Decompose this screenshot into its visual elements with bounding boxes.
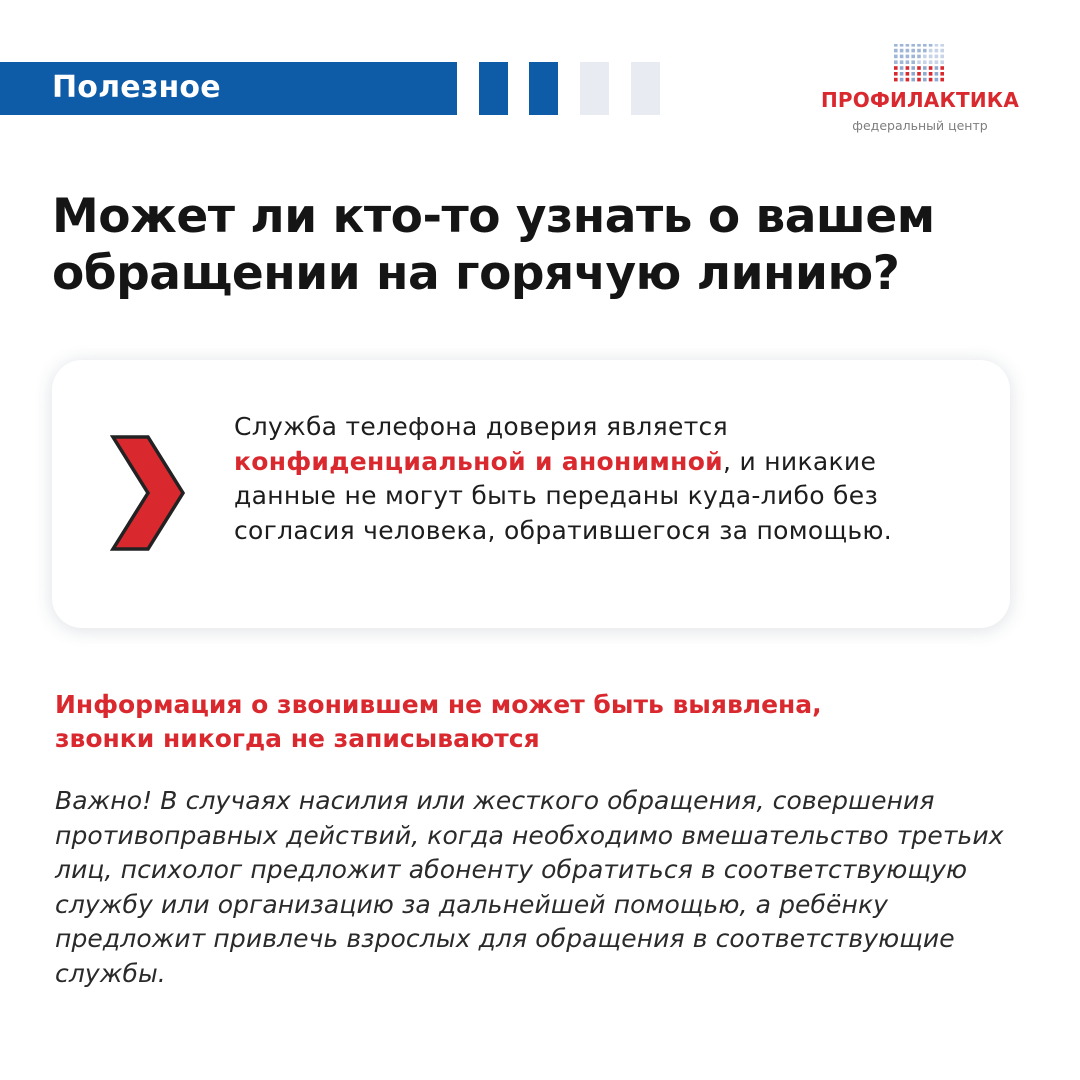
logo-dot — [923, 55, 927, 59]
logo-dot — [900, 55, 904, 59]
logo-dot — [911, 72, 915, 76]
logo-grid-icon — [894, 44, 946, 82]
warning-text — [55, 688, 1035, 756]
logo-dot — [911, 49, 915, 53]
section-banner — [0, 62, 457, 115]
logo-dot — [917, 66, 921, 70]
card-text — [234, 410, 974, 548]
logo-dot — [911, 66, 915, 70]
important-note: Важно! В случаях насилия или жесткого обращения, совершения противоправных действий, когда необходимо вмешательство третьих лиц, психолог предложит абоненту обратиться в соответствующую службу или организацию за дальнейшей помощью, а ребёнку предложит привлечь взрослых для обращения в соответствующие службы. — [55, 786, 1004, 988]
logo-dot — [940, 66, 944, 70]
logo-dot — [940, 60, 944, 64]
logo-dot — [906, 72, 910, 76]
info-card — [52, 360, 1010, 628]
logo-dot — [923, 72, 927, 76]
logo-dot — [935, 44, 939, 47]
logo-dot — [917, 55, 921, 59]
card-text-highlight: конфиденциальной и анонимной — [234, 446, 723, 476]
logo-name: ПРОФИЛАКТИКА — [820, 88, 1019, 112]
logo-dot — [917, 72, 921, 76]
logo-dot — [900, 60, 904, 64]
logo-dot — [917, 78, 921, 82]
logo-dot — [900, 78, 904, 82]
page-title-line-1: Может ли кто-то узнать о вашем — [52, 189, 935, 244]
logo-dot — [894, 66, 898, 70]
logo-dot — [894, 49, 898, 53]
chevron-right-icon — [110, 434, 186, 552]
logo-dot — [906, 78, 910, 82]
page-title-line-2: обращении на горячую линию? — [52, 246, 900, 301]
logo-dot — [923, 78, 927, 82]
logo-dot — [929, 60, 933, 64]
logo-dot — [900, 44, 904, 47]
logo-dot — [917, 44, 921, 47]
decor-stripe — [631, 62, 660, 115]
logo-dot — [935, 60, 939, 64]
warning-text-line-1: Информация о звонившем не может быть выявлена, — [55, 690, 822, 719]
logo-dot — [935, 78, 939, 82]
logo-dot — [894, 44, 898, 47]
logo-dot — [940, 49, 944, 53]
logo-dot — [935, 49, 939, 53]
logo-dot — [940, 72, 944, 76]
logo-dot — [929, 49, 933, 53]
logo-dot — [929, 72, 933, 76]
logo-dot — [935, 55, 939, 59]
logo-dot — [923, 49, 927, 53]
section-label: Полезное — [52, 70, 221, 105]
logo-dot — [929, 78, 933, 82]
logo-dot — [923, 60, 927, 64]
logo-dot — [917, 60, 921, 64]
logo-subtitle: федеральный центр — [852, 118, 988, 133]
warning-text-line-2: звонки никогда не записываются — [55, 724, 540, 753]
logo-dot — [894, 60, 898, 64]
logo — [800, 40, 1040, 140]
decor-stripe — [529, 62, 558, 115]
logo-dot — [911, 78, 915, 82]
logo-dot — [940, 55, 944, 59]
logo-dot — [917, 49, 921, 53]
logo-dot — [935, 72, 939, 76]
logo-dot — [929, 44, 933, 47]
logo-dot — [911, 60, 915, 64]
page-title — [52, 188, 1052, 302]
logo-dot — [906, 49, 910, 53]
decor-stripe — [580, 62, 609, 115]
logo-dot — [911, 55, 915, 59]
logo-dot — [894, 72, 898, 76]
logo-dot — [940, 44, 944, 47]
card-text-intro: Служба телефона доверия является — [234, 412, 728, 441]
logo-dot — [900, 49, 904, 53]
logo-dot — [923, 66, 927, 70]
decor-stripe — [479, 62, 508, 115]
logo-dot — [906, 55, 910, 59]
card-text-rest: , и никакие данные не могут быть переданы куда-либо без согласия человека, обратившегося за помощью. — [234, 446, 892, 545]
logo-dot — [935, 66, 939, 70]
logo-dot — [911, 44, 915, 47]
logo-dot — [906, 66, 910, 70]
logo-dot — [929, 55, 933, 59]
logo-dot — [894, 55, 898, 59]
logo-dot — [929, 66, 933, 70]
logo-dot — [906, 60, 910, 64]
logo-dot — [923, 44, 927, 47]
logo-dot — [900, 66, 904, 70]
logo-dot — [900, 72, 904, 76]
logo-dot — [940, 78, 944, 82]
logo-dot — [894, 78, 898, 82]
logo-dot — [906, 44, 910, 47]
